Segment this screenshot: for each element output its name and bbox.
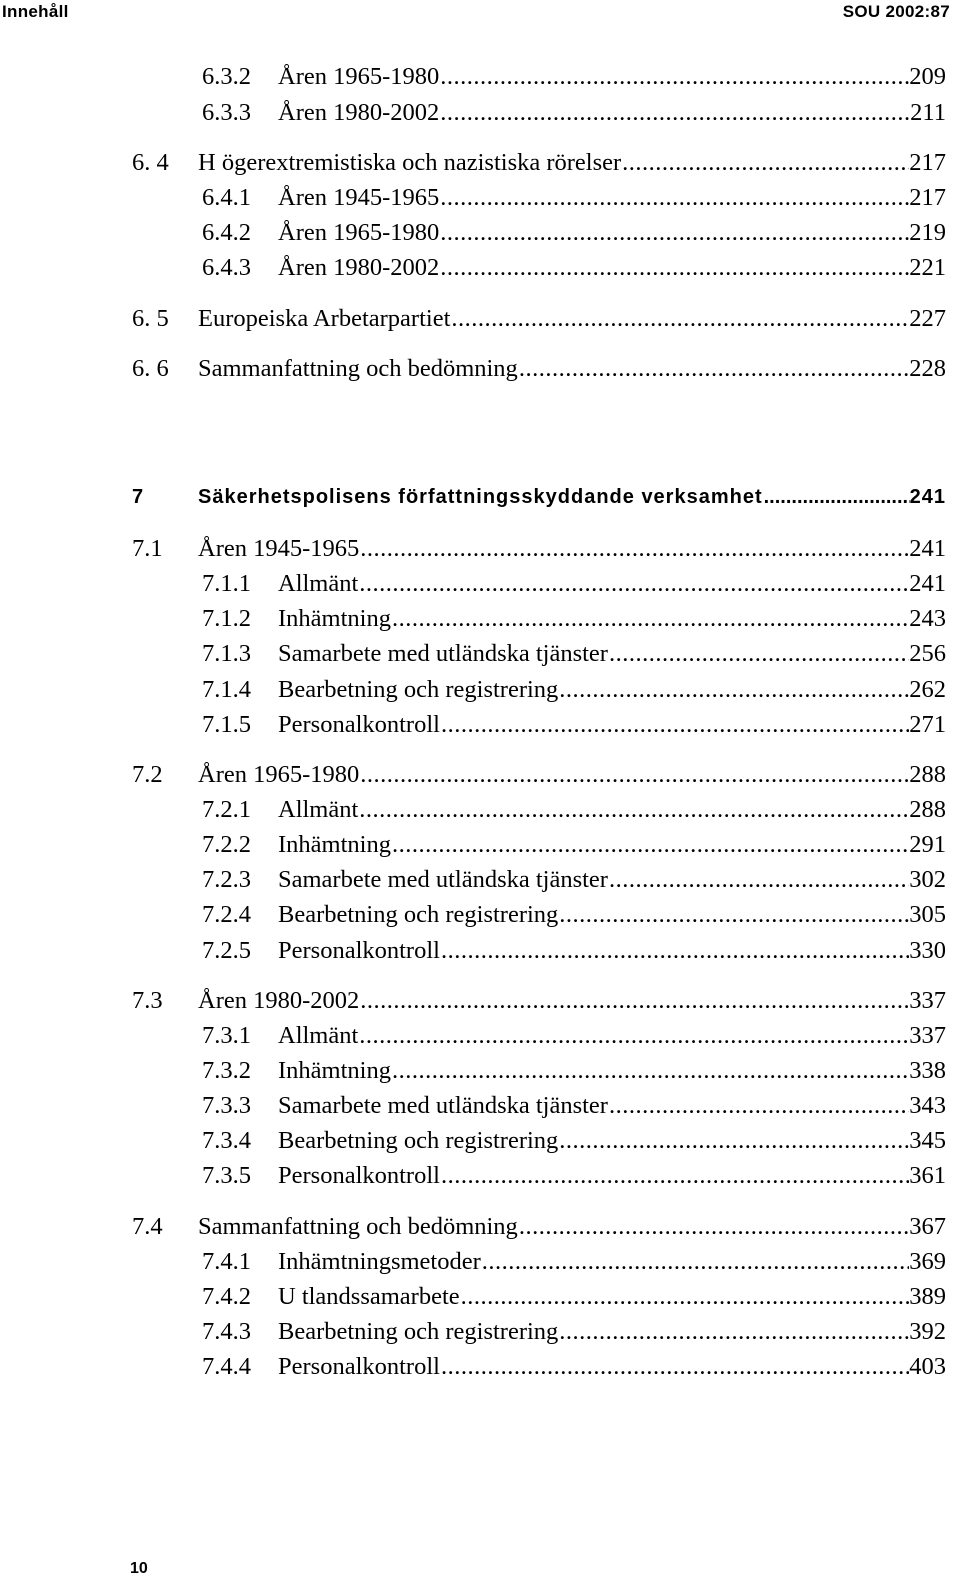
toc-entry-number: 7 [132,486,145,508]
toc-entry-title: Inhämtning [278,605,391,632]
toc-entry-number: 6.4.3 [202,254,251,281]
toc-entry-title: Åren 1945-1965 [198,535,360,562]
toc-entry-number: 7.4.4 [202,1353,251,1380]
toc-entry-page: 369 [909,1248,946,1275]
toc-dot-leader [439,218,909,248]
toc-entry-title: Bearbetning och registrering [278,901,559,928]
toc-dot-leader [558,675,909,705]
toc-entry[interactable] [132,795,946,825]
toc-dot-leader [359,986,909,1016]
toc-entry-number: 6.3.3 [202,99,251,126]
toc-dot-leader [440,710,909,740]
toc-entry-number: 7.2.3 [202,866,251,893]
toc-dot-leader [558,1126,909,1156]
toc-entry-title: Allmänt [278,570,359,597]
toc-entry-number: 6.4.1 [202,184,251,211]
toc-entry-page: 367 [909,1213,946,1240]
toc-dot-leader [621,148,909,178]
toc-entry[interactable] [132,900,946,930]
toc-entry-title: Samarbete med utländska tjänster [278,640,608,667]
toc-entry-page: 217 [909,149,946,176]
toc-entry-page: 243 [909,605,946,632]
toc-entry-title: Personalkontroll [278,711,440,738]
toc-entry-number: 7.1 [132,535,163,562]
toc-entry-page: 291 [909,831,946,858]
toc-entry-title: Inhämtning [278,831,391,858]
toc-entry-page: 241 [909,535,946,562]
toc-entry-title: Säkerhetspolisens författningsskyddande verksamhet [198,486,763,508]
toc-entry[interactable] [132,354,946,384]
toc-dot-leader [518,1212,909,1242]
toc-entry[interactable] [132,62,946,92]
toc-chapter-entry[interactable] [132,482,946,512]
toc-entry-page: 211 [910,99,946,126]
toc-entry-number: 7.3.2 [202,1057,251,1084]
toc-dot-leader [439,62,909,92]
toc-dot-leader [460,1282,910,1312]
toc-dot-leader [439,253,909,283]
toc-entry-page: 337 [909,987,946,1014]
toc-entry-number: 7.1.2 [202,605,251,632]
toc-entry-number: 6.3.2 [202,63,251,90]
toc-dot-leader [358,1021,909,1051]
toc-dot-leader [608,639,909,669]
toc-entry-title: Sammanfattning och bedömning [198,355,518,382]
toc-dot-leader [481,1247,909,1277]
toc-entry-page: 343 [909,1092,946,1119]
toc-entry-page: 403 [909,1353,946,1380]
toc-dot-leader [391,604,909,634]
toc-entry-title: Åren 1965-1980 [278,219,440,246]
toc-entry[interactable] [132,675,946,705]
toc-entry-title: Samarbete med utländska tjänster [278,1092,608,1119]
toc-entry[interactable] [132,710,946,740]
toc-entry-number: 7.2.5 [202,937,251,964]
toc-entry-title: Personalkontroll [278,937,440,964]
running-header-section: Innehåll [2,2,69,21]
toc-dot-leader [440,1161,909,1191]
toc-dot-leader [558,1317,909,1347]
toc-entry-number: 7.2.2 [202,831,251,858]
toc-entry-title: Bearbetning och registrering [278,1318,559,1345]
toc-entry-number: 7.1.4 [202,676,251,703]
toc-entry-number: 6. 5 [132,305,169,332]
toc-entry-page: 389 [909,1283,946,1310]
toc-dot-leader [440,936,909,966]
toc-entry-page: 241 [909,486,946,508]
running-header-doc-id: SOU 2002:87 [842,2,950,21]
toc-entry-page: 227 [909,305,946,332]
toc-dot-leader [391,830,909,860]
toc-dot-leader [450,304,909,334]
toc-entry-title: Personalkontroll [278,1353,440,1380]
toc-entry-number: 6. 6 [132,355,169,382]
toc-entry[interactable] [132,1021,946,1051]
toc-entry-page: 256 [909,640,946,667]
toc-entry-title: Allmänt [278,1022,359,1049]
toc-entry-page: 271 [909,711,946,738]
toc-entry-page: 262 [909,676,946,703]
toc-dot-leader [518,354,909,384]
toc-entry-number: 7.3.3 [202,1092,251,1119]
toc-entry[interactable] [132,986,946,1016]
toc-entry-title: Europeiska Arbetarpartiet [198,305,451,332]
toc-dot-leader [608,865,909,895]
toc-entry-page: 337 [909,1022,946,1049]
toc-entry-page: 345 [909,1127,946,1154]
toc-entry[interactable] [132,639,946,669]
toc-entry-title: Åren 1945-1965 [278,184,440,211]
toc-entry-title: Åren 1965-1980 [198,761,360,788]
toc-entry-title: Samarbete med utländska tjänster [278,866,608,893]
toc-dot-leader [440,1352,909,1382]
toc-entry-number: 7.4.2 [202,1283,251,1310]
toc-entry[interactable] [132,148,946,178]
toc-dot-leader [439,183,909,213]
toc-entry-title: Bearbetning och registrering [278,1127,559,1154]
toc-entry-page: 219 [909,219,946,246]
toc-entry[interactable] [132,830,946,860]
toc-dot-leader [558,900,909,930]
toc-entry-page: 217 [909,184,946,211]
toc-entry-number: 7.4.1 [202,1248,251,1275]
toc-entry-number: 7.4.3 [202,1318,251,1345]
toc-entry-page: 392 [909,1318,946,1345]
toc-entry[interactable] [132,1212,946,1242]
toc-entry[interactable] [132,1247,946,1277]
toc-entry-number: 7.1.3 [202,640,251,667]
toc-entry-title: U tlandssamarbete [278,1283,460,1310]
toc-dot-leader [358,795,909,825]
toc-entry[interactable] [132,1317,946,1347]
toc-entry-number: 7.3.1 [202,1022,251,1049]
toc-dot-leader [608,1091,909,1121]
toc-dot-leader [439,98,910,128]
toc-entry[interactable] [132,1161,946,1191]
toc-entry-number: 7.4 [132,1213,163,1240]
toc-entry-title: Åren 1980-2002 [278,254,440,281]
toc-entry-title: Inhämtning [278,1057,391,1084]
toc-entry-page: 302 [909,866,946,893]
toc-entry-title: Sammanfattning och bedömning [198,1213,518,1240]
toc-entry[interactable] [132,304,946,334]
toc-entry-title: Åren 1980-2002 [198,987,360,1014]
toc-entry-number: 6.4.2 [202,219,251,246]
toc-entry-number: 7.1.5 [202,711,251,738]
toc-entry-page: 209 [909,63,946,90]
toc-entry-number: 7.3.4 [202,1127,251,1154]
toc-entry-number: 7.3.5 [202,1162,251,1189]
toc-entry[interactable] [132,865,946,895]
toc-dot-leader [763,482,910,512]
toc-entry-page: 330 [909,937,946,964]
toc-entry[interactable] [132,253,946,283]
toc-entry[interactable] [132,760,946,790]
toc-entry[interactable] [132,218,946,248]
page-number: 10 [130,1560,148,1577]
toc-entry-title: H ögerextremistiska och nazistiska rörelser [198,149,622,176]
toc-dot-leader [358,569,909,599]
toc-entry-number: 6. 4 [132,149,169,176]
toc-entry[interactable] [132,1056,946,1086]
toc-entry-title: Personalkontroll [278,1162,440,1189]
toc-dot-leader [359,760,909,790]
toc-entry-page: 305 [909,901,946,928]
toc-entry-page: 288 [909,761,946,788]
toc-entry-number: 7.3 [132,987,163,1014]
toc-entry[interactable] [132,1126,946,1156]
toc-entry-page: 361 [909,1162,946,1189]
toc-entry-title: Åren 1965-1980 [278,63,440,90]
toc-entry-title: Inhämtningsmetoder [278,1248,481,1275]
toc-entry[interactable] [132,1282,946,1312]
toc-entry[interactable] [132,569,946,599]
toc-entry[interactable] [132,604,946,634]
toc-entry[interactable] [132,936,946,966]
toc-dot-leader [391,1056,909,1086]
toc-entry[interactable] [132,98,946,128]
toc-entry-number: 7.1.1 [202,570,251,597]
toc-entry-number: 7.2 [132,761,163,788]
toc-dot-leader [359,534,909,564]
toc-entry-page: 221 [909,254,946,281]
toc-entry[interactable] [132,1352,946,1382]
toc-entry-page: 228 [909,355,946,382]
toc-entry-page: 241 [909,570,946,597]
toc-entry[interactable] [132,534,946,564]
toc-entry-title: Allmänt [278,796,359,823]
toc-entry[interactable] [132,183,946,213]
toc-entry-page: 338 [909,1057,946,1084]
toc-entry-number: 7.2.1 [202,796,251,823]
toc-entry-title: Åren 1980-2002 [278,99,440,126]
toc-entry[interactable] [132,1091,946,1121]
toc-entry-number: 7.2.4 [202,901,251,928]
toc-entry-page: 288 [909,796,946,823]
toc-entry-title: Bearbetning och registrering [278,676,559,703]
